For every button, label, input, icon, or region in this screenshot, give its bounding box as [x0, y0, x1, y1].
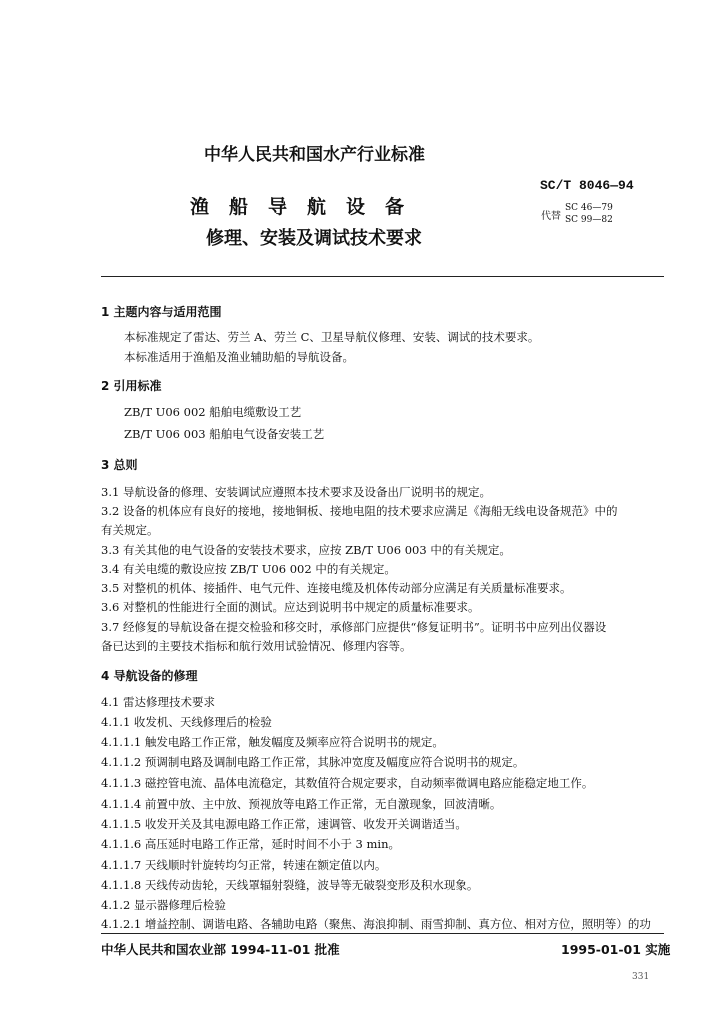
section-4-line-4: 4.1.1.2 预调制电路及调制电路工作正常，其脉冲宽度及幅度应符合说明书的规定。 — [101, 755, 525, 769]
section-3-line-4: 3.3 有关其他的电气设备的安装技术要求，应按 ZB/T U06 003 中的有关规定。 — [101, 543, 511, 557]
standard-code: SC/T 8046—94 — [540, 178, 634, 193]
section-4-line-11: 4.1.2 显示器修理后检验 — [101, 898, 226, 912]
section-1-line-2: 本标准适用于渔船及渔业辅助船的导航设备。 — [124, 350, 354, 364]
section-4-line-3: 4.1.1.1 触发电路工作正常，触发幅度及频率应符合说明书的规定。 — [101, 735, 444, 749]
replaces-code-2: SC 99—82 — [565, 215, 613, 225]
section-3-line-7: 3.6 对整机的性能进行全面的测试。应达到说明书中规定的质量标准要求。 — [101, 600, 480, 614]
section-2-heading: 2 引用标准 — [101, 379, 162, 393]
section-3-line-3: 有关规定。 — [101, 523, 159, 537]
section-1-line-1: 本标准规定了雷达、劳兰 A、劳兰 C、卫星导航仪修理、安装、调试的技术要求。 — [124, 330, 540, 344]
page-number: 331 — [632, 972, 650, 982]
section-2-line-1: ZB/T U06 002 船舶电缆敷设工艺 — [124, 405, 302, 419]
section-3-heading: 3 总则 — [101, 458, 138, 472]
section-4-line-12: 4.1.2.1 增益控制、调谐电路、各辅助电路（聚焦、海浪抑制、雨雪抑制、真方位、相对方位，照明等）的功 — [101, 917, 651, 931]
document-subtitle: 修理、安装及调试技术要求 — [206, 228, 422, 249]
section-3-line-6: 3.5 对整机的机体、接插件、电气元件、连接电缆及机体传动部分应满足有关质量标准要求。 — [101, 581, 572, 595]
header-divider — [101, 276, 664, 277]
section-3-line-8: 3.7 经修复的导航设备在提交检验和移交时，承修部门应提供“修复证明书”。证明书中应列出仪器设 — [101, 620, 607, 634]
document-title: 渔船导航设备 — [190, 196, 425, 218]
approval-line: 中华人民共和国农业部 1994-11-01 批准 — [101, 942, 340, 957]
section-4-line-8: 4.1.1.6 高压延时电路工作正常，延时时间不小于 3 min。 — [101, 837, 401, 851]
replaces-code-1: SC 46—79 — [565, 203, 613, 213]
section-4-line-2: 4.1.1 收发机、天线修理后的检验 — [101, 715, 272, 729]
section-4-line-6: 4.1.1.4 前置中放、主中放、预视放等电路工作正常，无自激现象，回波清晰。 — [101, 797, 502, 811]
section-4-heading: 4 导航设备的修理 — [101, 669, 198, 683]
issuer-title: 中华人民共和国水产行业标准 — [204, 145, 425, 165]
section-4-line-9: 4.1.1.7 天线顺时针旋转均匀正常，转速在额定值以内。 — [101, 858, 387, 872]
section-3-line-9: 备已达到的主要技术指标和航行效用试验情况、修理内容等。 — [101, 639, 412, 653]
effective-date: 1995-01-01 实施 — [561, 942, 671, 957]
section-2-line-2: ZB/T U06 003 船舶电气设备安装工艺 — [124, 427, 325, 441]
footer-divider — [101, 933, 664, 934]
section-1-heading: 1 主题内容与适用范围 — [101, 305, 222, 319]
section-3-line-2: 3.2 设备的机体应有良好的接地，接地铜板、接地电阻的技术要求应满足《海船无线电设备规范》中的 — [101, 504, 618, 518]
replaces-codes — [565, 202, 613, 226]
section-3-line-1: 3.1 导航设备的修理、安装调试应遵照本技术要求及设备出厂说明书的规定。 — [101, 485, 491, 499]
section-3-line-5: 3.4 有关电缆的敷设应按 ZB/T U06 002 中的有关规定。 — [101, 562, 396, 576]
section-4-line-10: 4.1.1.8 天线传动齿轮，天线罩辐射裂缝，波导等无破裂变形及积水现象。 — [101, 878, 479, 892]
replaces-label: 代替 — [541, 211, 561, 222]
section-4-line-1: 4.1 雷达修理技术要求 — [101, 695, 215, 709]
section-4-line-7: 4.1.1.5 收发开关及其电源电路工作正常，速调管、收发开关调谐适当。 — [101, 817, 467, 831]
section-4-line-5: 4.1.1.3 磁控管电流、晶体电流稳定，其数值符合规定要求，自动频率微调电路应能稳定地工作。 — [101, 776, 594, 790]
